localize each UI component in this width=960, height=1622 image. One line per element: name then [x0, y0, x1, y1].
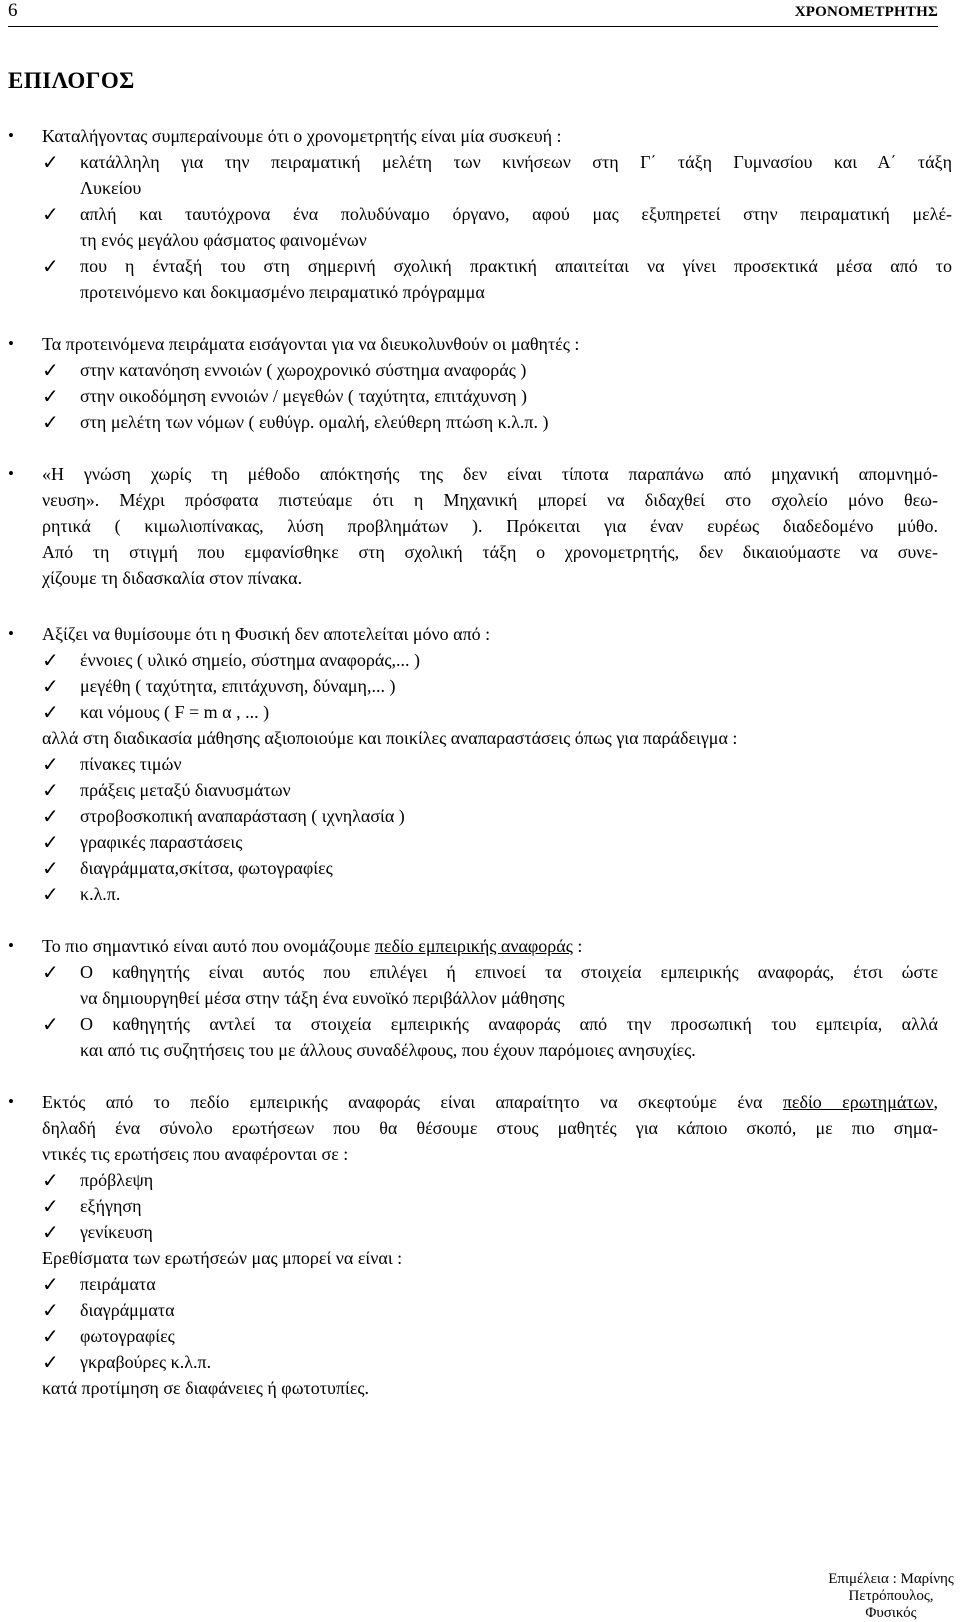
list-text: κ.λ.π.: [80, 884, 121, 904]
footer-credit: Επιμέλεια : Μαρίνης Πετρόπουλος, Φυσικός: [828, 1571, 954, 1621]
checkmark-icon: ✓: [42, 384, 59, 408]
paragraph-text: Ερεθίσματα των ερωτήσεών μας μπορεί να είναι :: [42, 1248, 403, 1268]
checkmark-icon: ✓: [42, 358, 59, 382]
bullet-icon: •: [8, 334, 14, 353]
list-text: γραφικές παραστάσεις: [80, 832, 243, 852]
checkmark-icon: ✓: [42, 254, 59, 278]
paragraph-text: Εκτός από το πεδίο εμπειρικής αναφοράς είναι απαραίτητο να σκεφτούμε ένα: [42, 1092, 783, 1112]
checkmark-icon: ✓: [42, 1298, 59, 1322]
checkmark-icon: ✓: [42, 1168, 59, 1192]
paragraph-text: Αξίζει να θυμίσουμε ότι η Φυσική δεν αποτελείται μόνο από :: [42, 624, 491, 644]
list-text: Λυκείου: [80, 178, 142, 198]
bullet-icon: •: [8, 936, 14, 955]
list-text: διαγράμματα,σκίτσα, φωτογραφίες: [80, 858, 333, 878]
checkmark-icon: ✓: [42, 648, 59, 672]
list-text: πράξεις μεταξύ διανυσμάτων: [80, 780, 291, 800]
checkmark-icon: ✓: [42, 752, 59, 776]
list-text: γκραβούρες κ.λ.π.: [80, 1352, 212, 1372]
list-text: στην κατανόηση εννοιών ( χωροχρονικό σύστημα αναφοράς ): [80, 360, 527, 380]
list-text: προτεινόμενο και δοκιμασμένο πειραματικό πρόγραμμα: [80, 282, 485, 302]
checkmark-icon: ✓: [42, 830, 59, 854]
paragraph-text: Από τη στιγμή που εμφανίσθηκε στη σχολική τάξη ο χρονομετρητής, δεν δικαιούμαστε να συνε-: [42, 542, 938, 562]
list-text: εξήγηση: [80, 1196, 142, 1216]
paragraph-text: Καταλήγοντας συμπεραίνουμε ότι ο χρονομετρητής είναι μία συσκευή :: [42, 126, 562, 146]
checkmark-icon: ✓: [42, 1012, 59, 1036]
list-text: μεγέθη ( ταχύτητα, επιτάχυνση, δύναμη,... ): [80, 676, 396, 696]
checkmark-icon: ✓: [42, 1324, 59, 1348]
checkmark-icon: ✓: [42, 882, 59, 906]
list-text: Ο καθηγητής είναι αυτός που επιλέγει ή επινοεί τα στοιχεία εμπειρικής αναφοράς, έτσι ώστε: [80, 962, 938, 982]
underlined-term: πεδίο εμπειρικής αναφοράς: [374, 936, 573, 956]
list-text: τη ενός μεγάλου φάσματος φαινομένων: [80, 230, 367, 250]
list-text: κατάλληλη για την πειραματική μελέτη των κινήσεων στη Γ΄ τάξη Γυμνασίου και Α΄ τάξη: [80, 152, 952, 172]
list-text: στη μελέτη των νόμων ( ευθύγρ. ομαλή, ελεύθερη πτώση κ.λ.π. ): [80, 412, 549, 432]
list-text: απλή και ταυτόχρονα ένα πολυδύναμο όργανο, αφού μας εξυπηρετεί στην πειραματική μελέ-: [80, 204, 952, 224]
paragraph-text: αλλά στη διαδικασία μάθησης αξιοποιούμε και ποικίλες αναπαραστάσεις όπως για παράδειγμα :: [42, 728, 738, 748]
paragraph-text: :: [572, 936, 583, 956]
list-text: πίνακες τιμών: [80, 754, 182, 774]
checkmark-icon: ✓: [42, 150, 59, 174]
paragraph-text: «Η γνώση χωρίς τη μέθοδο απόκτησής της δεν είναι τίποτα παραπάνω από μηχανική απομνημό-: [42, 464, 938, 484]
running-title: ΧΡΟΝΟΜΕΤΡΗΤΗΣ: [794, 4, 938, 20]
paragraph-text: δηλαδή ένα σύνολο ερωτήσεων που θα θέσουμε στους μαθητές για κάποιο σκοπό, με πιο σημα-: [42, 1118, 938, 1138]
underlined-term: πεδίο ερωτημάτων: [782, 1092, 934, 1112]
list-text: έννοιες ( υλικό σημείο, σύστημα αναφοράς,... ): [80, 650, 420, 670]
page-number: 6: [8, 0, 18, 21]
checkmark-icon: ✓: [42, 1350, 59, 1374]
paragraph-text: νευση». Μέχρι πρόσφατα πιστεύαμε ότι η Μηχανική μπορεί να διδαχθεί στο σχολείο μόνο θεω-: [42, 490, 938, 510]
list-text: και από τις συζητήσεις του με άλλους συναδέλφους, που έχουν παρόμοιες ανησυχίες.: [80, 1040, 696, 1060]
paragraph-text: ρητικά ( κιμωλιοπίνακας, λύση προβλημάτων ). Πρόκειται για έναν ευρέως διαδεδομένο μύθο.: [42, 516, 938, 536]
paragraph-text: ντικές τις ερωτήσεις που αναφέρονται σε :: [42, 1144, 349, 1164]
paragraph-text: κατά προτίμηση σε διαφάνειες ή φωτοτυπίες.: [42, 1378, 370, 1398]
list-text: διαγράμματα: [80, 1300, 175, 1320]
paragraph-text: ,: [933, 1092, 938, 1112]
bullet-icon: •: [8, 464, 14, 483]
paragraph-text: χίζουμε τη διδασκαλία στον πίνακα.: [42, 568, 303, 588]
list-text: που η ένταξή του στη σημερινή σχολική πρακτική απαιτείται να γίνει προσεκτικά μέσα από το: [80, 256, 952, 276]
checkmark-icon: ✓: [42, 778, 59, 802]
list-text: και νόμους ( F = m α , ... ): [80, 702, 270, 722]
checkmark-icon: ✓: [42, 1272, 59, 1296]
checkmark-icon: ✓: [42, 202, 59, 226]
checkmark-icon: ✓: [42, 410, 59, 434]
paragraph-text: Το πιο σημαντικό είναι αυτό που ονομάζουμε: [42, 936, 375, 956]
list-text: στροβοσκοπική αναπαράσταση ( ιχνηλασία ): [80, 806, 405, 826]
list-text: Ο καθηγητής αντλεί τα στοιχεία εμπειρικής αναφοράς από την προσωπική του εμπειρία, αλλά: [80, 1014, 938, 1034]
checkmark-icon: ✓: [42, 1220, 59, 1244]
list-text: στην οικοδόμηση εννοιών / μεγεθών ( ταχύτητα, επιτάχυνση ): [80, 386, 528, 406]
list-text: πρόβλεψη: [80, 1170, 154, 1190]
section-title: ΕΠΙΛΟΓΟΣ: [8, 68, 135, 93]
bullet-icon: •: [8, 1092, 14, 1111]
list-text: γενίκευση: [80, 1222, 153, 1242]
page-header: [8, 0, 938, 27]
bullet-icon: •: [8, 126, 14, 145]
checkmark-icon: ✓: [42, 700, 59, 724]
checkmark-icon: ✓: [42, 804, 59, 828]
paragraph-text: Τα προτεινόμενα πειράματα εισάγονται για να διευκολυνθούν οι μαθητές :: [42, 334, 580, 354]
list-text: πειράματα: [80, 1274, 156, 1294]
checkmark-icon: ✓: [42, 960, 59, 984]
bullet-icon: •: [8, 624, 14, 643]
checkmark-icon: ✓: [42, 1194, 59, 1218]
list-text: να δημιουργηθεί μέσα στην τάξη ένα ευνοϊκό περιβάλλον μάθησης: [80, 988, 565, 1008]
checkmark-icon: ✓: [42, 856, 59, 880]
checkmark-icon: ✓: [42, 674, 59, 698]
list-text: φωτογραφίες: [80, 1326, 175, 1346]
